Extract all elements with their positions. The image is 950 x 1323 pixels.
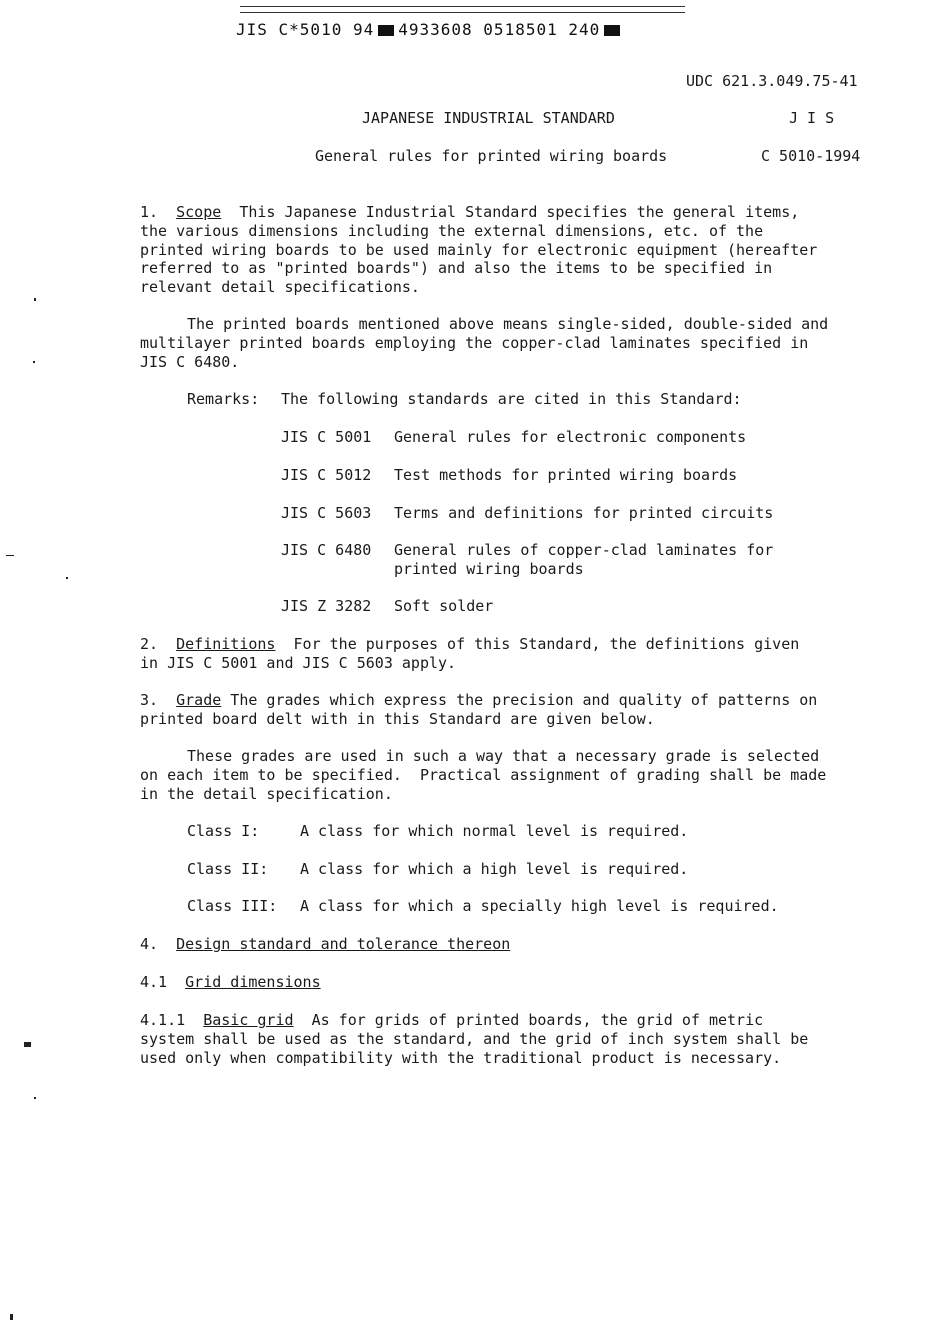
section-number: 4.1 [140, 973, 168, 991]
ref-title: General rules of copper-clad laminates for [394, 541, 774, 559]
ref-title: Test methods for printed wiring boards [394, 466, 738, 484]
remarks-label: Remarks: [187, 390, 260, 408]
text-line: As for grids of printed boards, the grid of metric [293, 1011, 764, 1029]
section-heading: Grid dimensions [185, 973, 321, 991]
section-heading: Scope [176, 203, 222, 221]
text-line: system shall be used as the standard, and the grid of inch system shall be [140, 1030, 809, 1048]
remarks-text: The following standards are cited in this Standard: [281, 390, 742, 408]
section-number: 3. [140, 691, 159, 709]
class-text: A class for which a specially high level is required. [300, 897, 779, 915]
text-line: in JIS C 5001 and JIS C 5603 apply. [140, 654, 457, 672]
scan-speck [10, 1314, 13, 1320]
text-line: printed board delt with in this Standard are given below. [140, 710, 655, 728]
text-line: referred to as "printed boards") and also the items to be specified in [140, 259, 773, 277]
scan-speck [24, 1042, 31, 1047]
section-heading: Definitions [176, 635, 276, 653]
class-label: Class II: [187, 860, 269, 878]
text-line: used only when compatibility with the traditional product is necessary. [140, 1049, 782, 1067]
udc-label: UDC 621.3.049.75-41 [686, 72, 858, 90]
doc-code: JIS C*5010 94 [236, 20, 375, 39]
ref-code: JIS C 5012 [281, 466, 372, 484]
text-line: The grades which express the precision and quality of patterns on [221, 691, 818, 709]
scan-line [240, 6, 685, 7]
ref-title: General rules for electronic components [394, 428, 747, 446]
ref-title-cont: printed wiring boards [394, 560, 584, 578]
scan-speck [33, 361, 35, 363]
section-heading: Basic grid [203, 1011, 294, 1029]
section-number: 4. [140, 935, 159, 953]
ref-code: JIS Z 3282 [281, 597, 372, 615]
section-1 [140, 203, 799, 222]
text-line: on each item to be specified. Practical assignment of grading shall be made [140, 766, 827, 784]
section-4 [140, 935, 510, 954]
text-line: the various dimensions including the external dimensions, etc. of the [140, 222, 764, 240]
class-text: A class for which a high level is required. [300, 860, 689, 878]
section-3 [140, 691, 817, 710]
scan-speck [66, 577, 68, 579]
section-heading: Design standard and tolerance thereon [176, 935, 511, 953]
text-line: This Japanese Industrial Standard specifies the general items, [221, 203, 800, 221]
text-line: multilayer printed boards employing the copper-clad laminates specified in [140, 334, 809, 352]
text-line: These grades are used in such a way that a necessary grade is selected [187, 747, 820, 765]
text-line: in the detail specification. [140, 785, 393, 803]
text-line: relevant detail specifications. [140, 278, 420, 296]
class-text: A class for which normal level is required. [300, 822, 689, 840]
doc-number: C 5010-1994 [761, 147, 861, 165]
scan-speck [6, 555, 14, 556]
ref-code: JIS C 6480 [281, 541, 372, 559]
scan-line [240, 12, 685, 13]
section-4-1-1 [140, 1011, 763, 1030]
doc-title: General rules for printed wiring boards [315, 147, 668, 165]
section-number: 4.1.1 [140, 1011, 186, 1029]
ref-code: JIS C 5603 [281, 504, 372, 522]
ref-code: JIS C 5001 [281, 428, 372, 446]
text-line: JIS C 6480. [140, 353, 240, 371]
ref-title: Terms and definitions for printed circuits [394, 504, 774, 522]
scan-speck [34, 1097, 36, 1099]
barcode-line [236, 20, 624, 39]
section-4-1 [140, 973, 321, 992]
section-2 [140, 635, 799, 654]
class-label: Class I: [187, 822, 260, 840]
text-line: For the purposes of this Standard, the definitions given [275, 635, 800, 653]
class-label: Class III: [187, 897, 278, 915]
barcode-block-icon [604, 25, 620, 36]
section-heading: Grade [176, 691, 222, 709]
org-title: JAPANESE INDUSTRIAL STANDARD [362, 109, 615, 127]
scan-speck [34, 298, 36, 301]
jis-mark: J I S [789, 109, 835, 127]
ref-title: Soft solder [394, 597, 494, 615]
section-number: 1. [140, 203, 159, 221]
barcode-block-icon [378, 25, 394, 36]
text-line: printed wiring boards to be used mainly for electronic equipment (hereafter [140, 241, 818, 259]
section-number: 2. [140, 635, 159, 653]
doc-serial: 4933608 0518501 240 [398, 20, 601, 39]
text-line: The printed boards mentioned above means single-sided, double-sided and [187, 315, 829, 333]
